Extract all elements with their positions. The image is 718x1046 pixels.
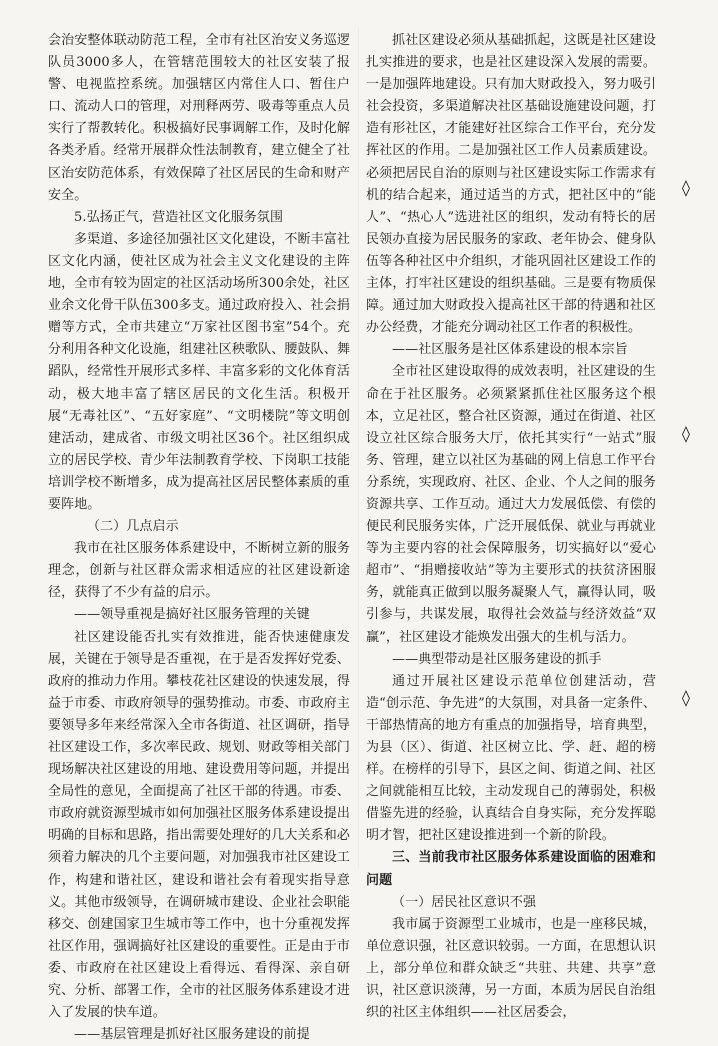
column-gutter	[358, 28, 359, 868]
paragraph: 全市社区建设取得的成效表明，社区建设的生命在于社区服务。必须紧紧抓住社区服务这个根本，立足社区，整合社区资源，通过在街道、社区设立社区综合服务大厅，依托其实行“一站式”服务、管理，建立以社区为基础的网上信息工作平台分系统，实现政府、社区、企业、个人之间的服务资源共享、工作互动。通过大力发展低偿、有偿的便民利民服务实体，广泛开展低保、就业与再就业等为主要内容的社会保障服务，切实搞好以“爱心超市”、“捐赠接收站”等为主要形式的扶贫济困服务，就能真正做到以服务凝聚人气，赢得认同，吸引参与，共谋发展，取得社会效益与经济效益“双赢”，社区建设才能焕发出强大的生机与活力。	[366, 364, 656, 645]
paragraph: 社区建设能否扎实有效推进，能否快速健康发展，关键在于领导是否重视，在于是否发挥好党委、政府的推动力作用。攀枝花社区建设的快速发展，得益于市委、市政府领导的强势推动。市委、市政府主要领导多年来经常深入全市各街道、社区调研，指导社区建设工作，多次率民政、规划、财政等相关部门现场解决社区建设的用地、建设费用等问题，并提出全局性的意见，全面提高了社区干部的待遇。市委、市政府就资源型城市如何加强社区服务体系建设提出明确的目标和思路，指出需要处理好的几大关系和必须着力解决的几个主要问题，对加强我市社区建设工作，构建和谐社区，建设和谐社会有着现实指导意义。其他市级领导，在调研城市建设、企业社会职能移交、创建国家卫生城市等工作中，也十分重视发挥社区作用，强调搞好社区建设的重要性。正是由于市委、市政府在社区建设上看得远、看得深、亲自研究、分析、部署工作，全市的社区服务体系建设才进入了发展的快车道。	[48, 629, 350, 1021]
section-heading-insights: （二）几点启示	[87, 519, 179, 535]
paragraph: 会治安整体联动防范工程，全市有社区治安义务巡逻队员3000多人，在管辖范围较大的社区安装了报警、电视监控系统。加强辖区内常住人口、暂住户口、流动人口的管理，对刑释两劳、吸毒等重点人员实行了帮教转化。积极搞好民事调解工作，及时化解各类矛盾。经常开展群众性法制教育，建立健全了社区治安防范体系，有效保障了社区居民的生命和财产安全。	[48, 33, 350, 203]
heading-culture: 5.弘扬正气，营造社区文化服务氛围	[74, 209, 284, 225]
subsection-heading-awareness: （一）居民社区意识不强	[392, 894, 537, 910]
paragraph: 我市在社区服务体系建设中，不断树立新的服务理念，创新与社区群众需求相适应的社区建设新途径，获得了不少有益的启示。	[48, 541, 350, 601]
binder-hole-mark-middle: ◊	[682, 424, 690, 443]
subheading-grassroots: ——基层管理是抓好社区服务建设的前提	[74, 1027, 310, 1043]
subheading-typical-example: ——典型带动是社区服务建设的抓手	[392, 651, 602, 667]
subheading-service-purpose: ——社区服务是社区体系建设的根本宗旨	[392, 342, 628, 358]
binder-hole-mark-top: ◊	[682, 178, 690, 197]
paragraph: 我市属于资源型工业城市，也是一座移民城，单位意识强，社区意识较弱。一方面，在思想认识上，部分单位和群众缺乏“共驻、共建、共享”意识，社区意识淡薄，另一方面，本质为居民自治组织的社区主体组织——社区居委会，	[366, 916, 656, 1021]
left-column	[48, 30, 350, 1046]
section-heading-problems: 三、当前我市社区服务体系建设面临的困难和问题	[366, 850, 656, 888]
subheading-leadership: ——领导重视是搞好社区服务管理的关键	[74, 607, 310, 623]
paragraph: 抓社区建设必须从基础抓起，这既是社区建设扎实推进的要求，也是社区建设深入发展的需要。一是加强阵地建设。只有加大财政投入，努力吸引社会投资，多渠道解决社区基础设施建设问题，打造有形社区，才能建好社区综合工作平台，充分发挥社区的作用。二是加强社区工作人员素质建设。必须把居民自治的原则与社区建设实际工作需求有机的结合起来，通过适当的方式，把社区中的“能人”、“热心人”选进社区的组织，发动有特长的居民领办直接为居民服务的家政、老年协会、健身队伍等各种社区中介组织，才能巩固社区建设工作的主体，打牢社区建设的组织基础。三是要有物质保障。通过加大财政投入提高社区干部的待遇和社区办公经费，才能充分调动社区工作者的积极性。	[366, 33, 656, 336]
right-column	[366, 30, 656, 1024]
paragraph: 通过开展社区建设示范单位创建活动，营造“创示范、争先进”的大氛围，对具备一定条件、干部热情高的地方有重点的加强指导，培育典型，为县（区）、街道、社区树立比、学、赶、超的榜样。在榜样的引导下，县区之间、街道之间、社区之间就能相互比较，主动发现自己的薄弱处，积极借鉴先进的经验，认真结合自身实际，充分发挥聪明才智，把社区建设推进到一个新的阶段。	[366, 673, 656, 844]
paragraph: 多渠道、多途径加强社区文化建设，不断丰富社区文化内涵，使社区成为社会主义文化建设的主阵地，全市有较为固定的社区活动场所300余处，社区业余文化骨干队伍300多支。通过政府投入、社会捐赠等方式，全市共建立“万家社区图书室”54个。充分利用各种文化设施，组建社区秧歌队、腰鼓队、舞蹈队，经常性开展形式多样、丰富多彩的文化体育活动，极大地丰富了辖区居民的文化生活。积极开展“无毒社区”、“五好家庭”、“文明楼院”等文明创建活动，建成省、市级文明社区36个。社区组织成立的居民学校、青少年法制教育学校、下岗职工技能培训学校不断增多，成为提高社区居民整体素质的重要阵地。	[48, 231, 350, 512]
binder-hole-mark-bottom: ◊	[682, 688, 690, 707]
